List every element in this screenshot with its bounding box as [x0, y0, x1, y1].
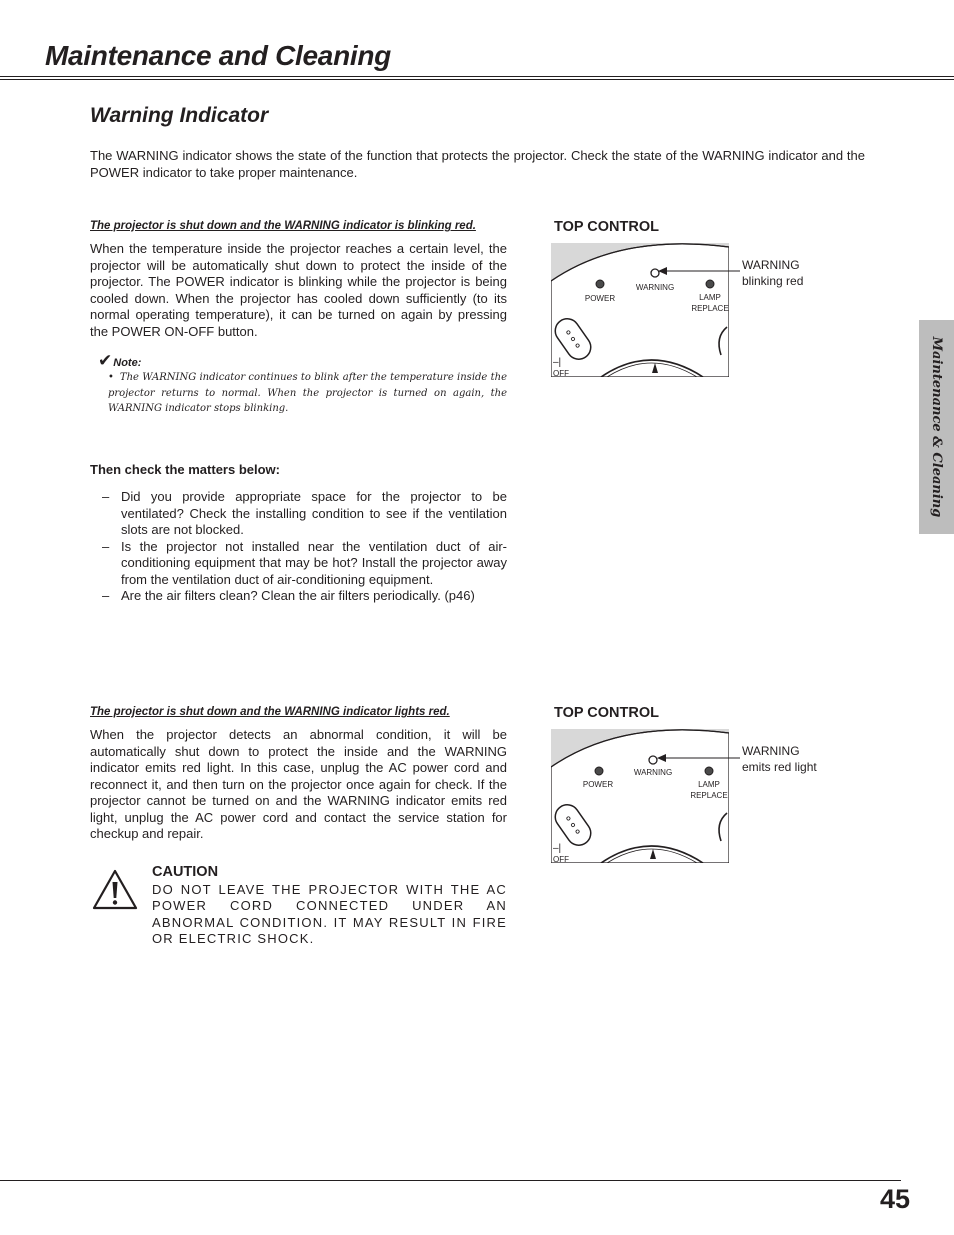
- warning-label: WARNING: [635, 283, 675, 292]
- replace-label: REPLACE: [690, 791, 728, 800]
- off-label: OFF: [553, 855, 569, 863]
- lamp-label: LAMP: [698, 780, 720, 789]
- section-title: Warning Indicator: [90, 104, 269, 127]
- svg-text:–|: –|: [553, 357, 562, 368]
- warning-callout: WARNING emits red light: [742, 744, 817, 774]
- section-intro: The WARNING indicator shows the state of the function that protects the projector. Check the state of the WARNING indicator and the POWER indicator to take proper maintenance.: [90, 148, 865, 180]
- warning-callout: WARNING blinking red: [742, 258, 804, 288]
- check-heading: Then check the matters below:: [90, 462, 280, 477]
- check-item: – Did you provide appropriate space for the projector to be ventilated? Check the installing condition to see if the ventilation slots are not blocked.: [102, 489, 507, 537]
- side-tab-label: Maintenance & Cleaning: [929, 336, 944, 518]
- note-label: Note:: [113, 357, 142, 369]
- lamp-label: LAMP: [699, 293, 721, 302]
- case1-body: When the temperature inside the projector reaches a certain level, the projector will be automatically shut down to protect the inside of the projector. The POWER indicator is blinking while the projector is being cooled down. When the projector has cooled down sufficiently (to its normal operating temperature), it can be turned on again by pressing the POWER ON-OFF button.: [90, 241, 507, 339]
- warning-led-icon: [649, 756, 657, 764]
- caution-text: DO NOT LEAVE THE PROJECTOR WITH THE AC POWER CORD CONNECTED UNDER AN ABNORMAL CONDITION. IT MAY RESULT IN FIRE OR ELECTRIC SHOCK.: [152, 882, 507, 946]
- svg-text:–|: –|: [553, 843, 562, 854]
- top-control-title: TOP CONTROL: [554, 219, 659, 235]
- case1-heading: The projector is shut down and the WARNING indicator is blinking red.: [90, 220, 476, 232]
- check-list: [90, 489, 507, 605]
- power-led-icon: [595, 767, 603, 775]
- lamp-led-icon: [706, 280, 714, 288]
- page-title: Maintenance and Cleaning: [45, 40, 391, 71]
- case2-heading: The projector is shut down and the WARNING indicator lights red.: [90, 706, 450, 718]
- power-label: POWER: [582, 780, 614, 789]
- warning-triangle-icon: [92, 869, 138, 910]
- top-control-illustration: [551, 729, 729, 863]
- header-rule: [0, 76, 954, 80]
- callout-line: [658, 266, 740, 276]
- callout-line: [657, 753, 740, 763]
- top-control-illustration: [551, 243, 729, 377]
- top-control-panel: [551, 729, 729, 863]
- note-heading: [98, 351, 141, 371]
- case2-body: When the projector detects an abnormal condition, it will be automatically shut down to protect the inside and the WARNING indicator emits red light. In this case, unplug the AC power cord and reconnect it, and then turn on the projector once again for check. If the projector cannot be turned on and the WARNING indicator emits red light, unplug the AC power cord and contact the service station for checkup and repair.: [90, 727, 507, 841]
- check-item: – Is the projector not installed near the ventilation duct of air-conditioning equipment that may be hot? Install the projector away from the ventilation duct of air-conditioning equipment.: [102, 538, 507, 587]
- page-number: 45: [880, 1184, 911, 1214]
- note-bullet: •: [108, 372, 114, 383]
- replace-label: REPLACE: [691, 304, 729, 313]
- lamp-led-icon: [705, 767, 713, 775]
- note-text: [108, 370, 507, 417]
- top-control-title: TOP CONTROL: [554, 705, 659, 721]
- footer-rule: [0, 1180, 901, 1181]
- caution-heading: CAUTION: [152, 864, 219, 880]
- check-item: – Are the air filters clean? Clean the air filters periodically. (p46): [102, 588, 475, 603]
- power-led-icon: [596, 280, 604, 288]
- top-control-panel: [551, 243, 729, 377]
- note-body: The WARNING indicator continues to blink after the temperature inside the projector returns to normal. When the projector is turned on again, the WARNING indicator stops blinking.: [108, 372, 507, 414]
- power-label: POWER: [584, 294, 616, 303]
- off-label: OFF: [553, 369, 569, 377]
- warning-label: WARNING: [633, 768, 673, 777]
- checkmark-icon: ✔: [98, 351, 113, 370]
- chapter-side-tab: [919, 320, 954, 534]
